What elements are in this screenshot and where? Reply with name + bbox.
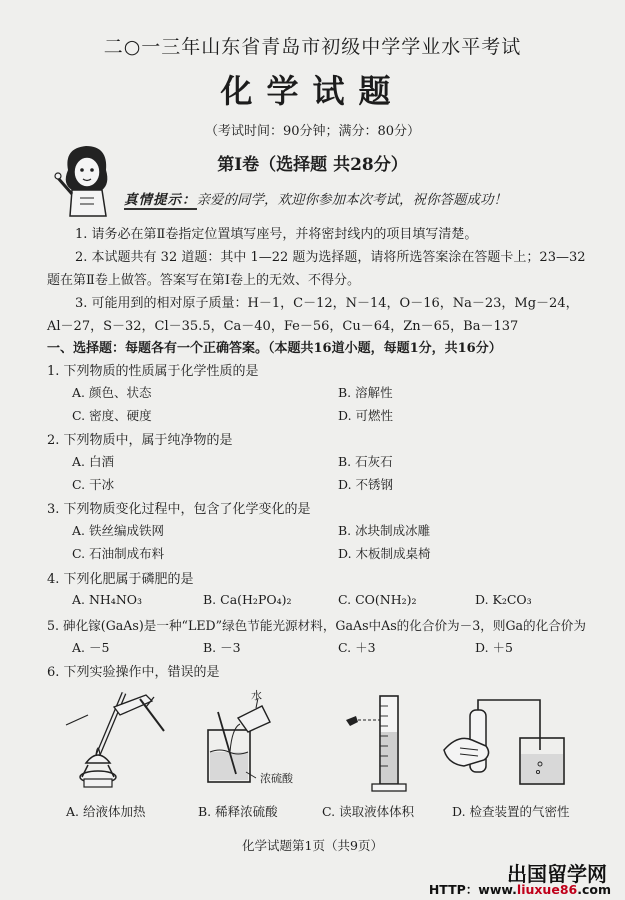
question-4-option-d: D. K₂CO₃ [475,592,532,607]
exam-title-line: 二○一三年山东省青岛市初级中学学业水平考试 [103,36,522,58]
instruction-3b: Al－27，S－32，Cl－35.5，Ca－40，Fe－56，Cu－64，Zn－65，Ba－137 [47,319,519,334]
watermark-url-brand: liuxue86 [516,882,578,897]
notice-tag: 真情提示： [124,192,197,208]
question-2-option-b: B. 石灰石 [338,454,393,469]
watermark-url-suffix: .com [577,882,611,897]
question-1-option-c: C. 密度、硬度 [72,408,152,423]
watermark-url-prefix: HTTP：www. [428,882,517,897]
question-3-option-c: C. 石油制成布料 [72,546,165,561]
question-6-option-a: A. 给液体加热 [66,804,146,819]
question-5-option-d: D. ＋5 [475,640,513,655]
part-one-heading: 一、选择题：每题各有一个正确答案。（本题共16道小题，每题1分，共16分） [47,341,502,356]
question-1-option-d: D. 可燃性 [338,408,394,423]
question-1-stem: 1. 下列物质的性质属于化学性质的是 [47,364,259,379]
question-3-option-d: D. 木板制成桌椅 [338,546,431,561]
instruction-2a: 2. 本试题共有 32 道题：其中 1—22 题为选择题，请将所选答案涂在答题卡上；23—32 [75,250,586,265]
question-4-option-c: C. CO(NH₂)₂ [338,592,417,607]
exam-info: （考试时间：90分钟；满分：80分） [204,124,421,139]
notice-text: 亲爱的同学，欢迎你参加本次考试，祝你答题成功！ [196,192,507,208]
question-6-option-c: C. 读取液体体积 [322,804,415,819]
cartoon-girl-illustration [54,140,120,218]
instruction-1: 1. 请务必在第Ⅱ卷指定位置填写座号，并将密封线内的项目填写清楚。 [75,227,478,242]
page-footer: 化学试题第1页（共9页） [242,838,383,853]
question-4-option-b: B. Ca(H₂PO₄)₂ [203,592,292,607]
section-title: 第Ⅰ卷（选择题 共28分） [217,155,408,175]
question-5-option-b: B. －3 [203,640,241,655]
notice-line [124,188,507,208]
question-5-option-c: C. ＋3 [338,640,376,655]
question-2-option-d: D. 不锈钢 [338,477,394,492]
heating-liquid-diagram [64,685,174,795]
question-1-option-b: B. 溶解性 [338,385,393,400]
airtightness-check-diagram [440,690,570,796]
question-5-option-a: A. －5 [72,640,110,655]
acid-label: 浓硫酸 [260,772,293,785]
subject-title: 化学试题 [220,72,405,110]
question-6-option-b: B. 稀释浓硫酸 [198,804,278,819]
question-6-option-d: D. 检查装置的气密性 [452,804,570,819]
question-4-option-a: A. NH₄NO₃ [72,592,143,607]
question-3-stem: 3. 下列物质变化过程中，包含了化学变化的是 [47,502,311,517]
watermark-url [429,880,611,898]
instruction-3a: 3. 可能用到的相对原子质量：H－1，C－12，N－14，O－16，Na－23，Mg－24， [75,296,579,311]
question-6-stem: 6. 下列实验操作中，错误的是 [47,665,220,680]
reading-volume-diagram [340,692,430,796]
watermark-site-name: 出国留学网 [507,862,607,886]
question-2-option-a: A. 白酒 [72,454,114,469]
instruction-2b: 题在第Ⅱ卷上做答。答案写在第Ⅰ卷上的无效、不得分。 [47,273,360,288]
question-2-stem: 2. 下列物质中，属于纯净物的是 [47,433,233,448]
question-2-option-c: C. 干冰 [72,477,115,492]
question-3-option-a: A. 铁丝编成铁网 [72,523,164,538]
question-1-option-a: A. 颜色、状态 [72,385,152,400]
question-5-stem: 5. 砷化镓(GaAs)是一种“LED”绿色节能光源材料，GaAs中As的化合价为－3，则Ga的化合价为 [47,618,586,633]
question-4-stem: 4. 下列化肥属于磷肥的是 [47,572,194,587]
question-3-option-b: B. 冰块制成冰雕 [338,523,431,538]
water-label: 水 [251,689,262,702]
